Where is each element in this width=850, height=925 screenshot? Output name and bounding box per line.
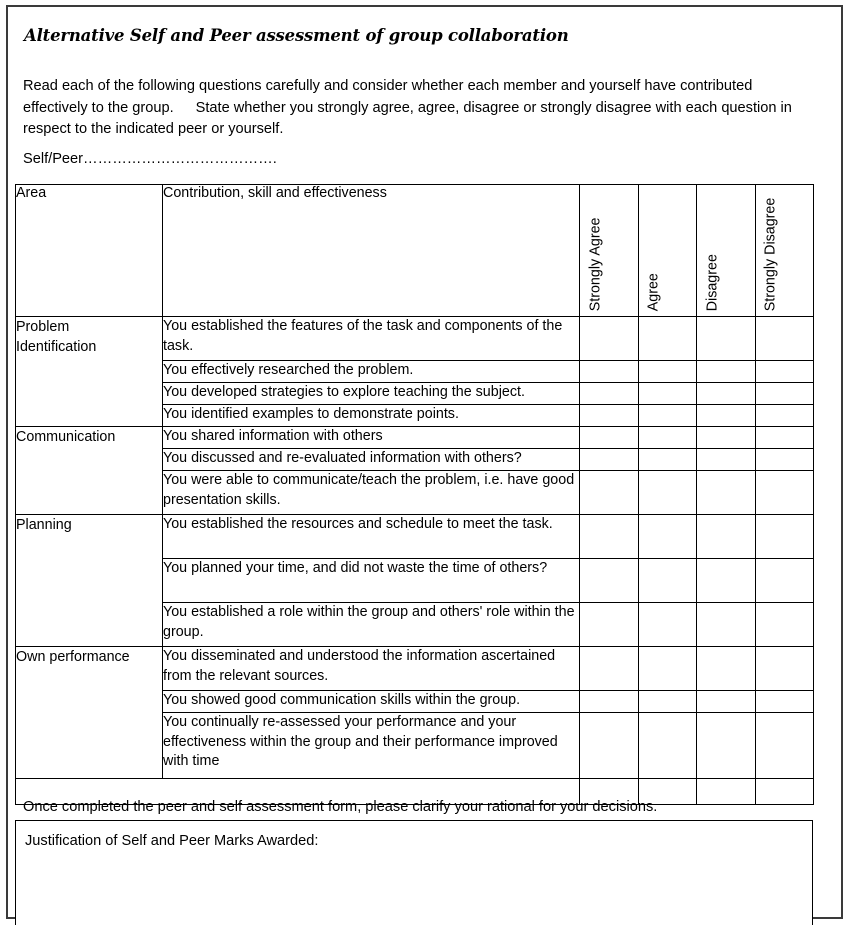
rating-cell-agree[interactable] <box>638 361 697 383</box>
rating-cell-strongly-agree[interactable] <box>580 647 639 691</box>
description-cell: You showed good communication skills within the group. <box>163 691 580 713</box>
table-row <box>16 647 814 691</box>
rating-cell-strongly-agree[interactable] <box>580 405 639 427</box>
rating-cell-agree[interactable] <box>638 427 697 449</box>
rating-cell-agree[interactable] <box>638 515 697 559</box>
rating-cell-strongly-disagree[interactable] <box>755 713 814 779</box>
rating-cell-disagree[interactable] <box>697 779 756 805</box>
table-header-row <box>16 185 814 317</box>
rating-cell-disagree[interactable] <box>697 471 756 515</box>
justification-label: Justification of Self and Peer Marks Awarded: <box>25 833 319 849</box>
table-row <box>16 515 814 559</box>
rating-cell-agree[interactable] <box>638 383 697 405</box>
rating-cell-strongly-disagree[interactable] <box>755 405 814 427</box>
justification-box[interactable] <box>15 820 813 925</box>
header-cell-agree <box>638 185 697 317</box>
intro-sentence-2: State whether you strongly agree, agree, disagree or strongly disagree with each question in respect to the indicated peer or yourself. <box>23 99 792 137</box>
rating-cell-strongly-agree[interactable] <box>580 713 639 779</box>
description-cell: You established a role within the group and others' role within the group. <box>163 603 580 647</box>
rating-cell-strongly-disagree[interactable] <box>755 515 814 559</box>
description-cell: You developed strategies to explore teaching the subject. <box>163 383 580 405</box>
area-cell-own-performance <box>16 647 163 779</box>
assessment-table <box>15 184 814 805</box>
rating-cell-agree[interactable] <box>638 691 697 713</box>
description-cell: You established the resources and schedule to meet the task. <box>163 515 580 559</box>
rating-cell-strongly-agree[interactable] <box>580 427 639 449</box>
self-peer-field[interactable]: Self/Peer…………………………………. <box>23 151 277 167</box>
rating-cell-agree[interactable] <box>638 405 697 427</box>
rating-cell-strongly-agree[interactable] <box>580 603 639 647</box>
rating-cell-strongly-agree[interactable] <box>580 317 639 361</box>
description-cell: You established the features of the task and components of the task. <box>163 317 580 361</box>
description-cell: You continually re-assessed your performance and your effectiveness within the group and their performance improved with time <box>163 713 580 779</box>
header-label-disagree: Disagree <box>704 253 721 311</box>
rating-cell-disagree[interactable] <box>697 427 756 449</box>
area-cell-problem-identification <box>16 317 163 427</box>
rating-cell-agree[interactable] <box>638 713 697 779</box>
rating-cell-strongly-agree[interactable] <box>580 361 639 383</box>
rating-cell-strongly-disagree[interactable] <box>755 559 814 603</box>
rating-cell-disagree[interactable] <box>697 405 756 427</box>
rating-cell-agree[interactable] <box>638 647 697 691</box>
rating-cell-strongly-disagree[interactable] <box>755 361 814 383</box>
area-label-line: Communication <box>16 429 116 445</box>
rating-cell-strongly-disagree[interactable] <box>755 603 814 647</box>
table-row <box>16 427 814 449</box>
description-cell: You shared information with others <box>163 427 580 449</box>
rating-cell-agree[interactable] <box>638 317 697 361</box>
rating-cell-agree[interactable] <box>638 471 697 515</box>
rating-cell-agree[interactable] <box>638 603 697 647</box>
area-label-line: Own performance <box>16 649 130 665</box>
footer-note: Once completed the peer and self assessment form, please clarify your rational for your decisions. <box>23 799 658 815</box>
header-label-strongly-agree: Strongly Agree <box>587 217 604 311</box>
header-cell-strongly-agree <box>580 185 639 317</box>
rotated-label-wrap <box>639 187 697 311</box>
rating-cell-agree[interactable] <box>638 449 697 471</box>
header-label-strongly-disagree: Strongly Disagree <box>762 197 779 311</box>
header-cell-disagree <box>697 185 756 317</box>
rotated-label-wrap <box>580 187 638 311</box>
rotated-label-wrap <box>756 187 814 311</box>
description-cell: You disseminated and understood the information ascertained from the relevant sources. <box>163 647 580 691</box>
rating-cell-strongly-disagree[interactable] <box>755 449 814 471</box>
rating-cell-disagree[interactable] <box>697 713 756 779</box>
description-cell: You identified examples to demonstrate points. <box>163 405 580 427</box>
intro-paragraph <box>23 76 819 141</box>
rating-cell-strongly-agree[interactable] <box>580 559 639 603</box>
rating-cell-disagree[interactable] <box>697 515 756 559</box>
rating-cell-strongly-disagree[interactable] <box>755 647 814 691</box>
header-cell-area <box>16 185 163 317</box>
header-cell-strongly-disagree <box>755 185 814 317</box>
rating-cell-agree[interactable] <box>638 559 697 603</box>
rating-cell-disagree[interactable] <box>697 691 756 713</box>
rating-cell-disagree[interactable] <box>697 449 756 471</box>
page-title: Alternative Self and Peer assessment of group collaboration <box>24 26 569 45</box>
rating-cell-strongly-agree[interactable] <box>580 691 639 713</box>
rating-cell-strongly-agree[interactable] <box>580 471 639 515</box>
area-cell-communication <box>16 427 163 515</box>
description-cell: You planned your time, and did not waste the time of others? <box>163 559 580 603</box>
rating-cell-strongly-disagree[interactable] <box>755 383 814 405</box>
area-cell-planning <box>16 515 163 647</box>
rating-cell-disagree[interactable] <box>697 647 756 691</box>
rating-cell-disagree[interactable] <box>697 383 756 405</box>
area-label-line: Identification <box>16 339 97 355</box>
area-label-line: Problem <box>16 319 70 335</box>
rating-cell-strongly-disagree[interactable] <box>755 691 814 713</box>
rating-cell-strongly-agree[interactable] <box>580 515 639 559</box>
rating-cell-strongly-disagree[interactable] <box>755 471 814 515</box>
header-label-agree: Agree <box>645 272 662 311</box>
description-cell: You discussed and re-evaluated information with others? <box>163 449 580 471</box>
area-label-line: Planning <box>16 517 72 533</box>
rating-cell-disagree[interactable] <box>697 603 756 647</box>
intro-sentence-1: Read each of the following questions carefully and consider whether each member and yourself have contributed effectively to the group. <box>23 78 753 116</box>
rating-cell-strongly-disagree[interactable] <box>755 779 814 805</box>
header-label-area: Area <box>16 185 47 201</box>
header-label-description: Contribution, skill and effectiveness <box>163 185 387 201</box>
rating-cell-strongly-agree[interactable] <box>580 449 639 471</box>
rating-cell-strongly-agree[interactable] <box>580 383 639 405</box>
rating-cell-disagree[interactable] <box>697 317 756 361</box>
header-cell-description <box>163 185 580 317</box>
rating-cell-strongly-disagree[interactable] <box>755 317 814 361</box>
rating-cell-disagree[interactable] <box>697 361 756 383</box>
description-cell: You effectively researched the problem. <box>163 361 580 383</box>
rating-cell-strongly-disagree[interactable] <box>755 427 814 449</box>
table-row <box>16 317 814 361</box>
rating-cell-disagree[interactable] <box>697 559 756 603</box>
rotated-label-wrap <box>697 187 755 311</box>
description-cell: You were able to communicate/teach the problem, i.e. have good presentation skills. <box>163 471 580 515</box>
